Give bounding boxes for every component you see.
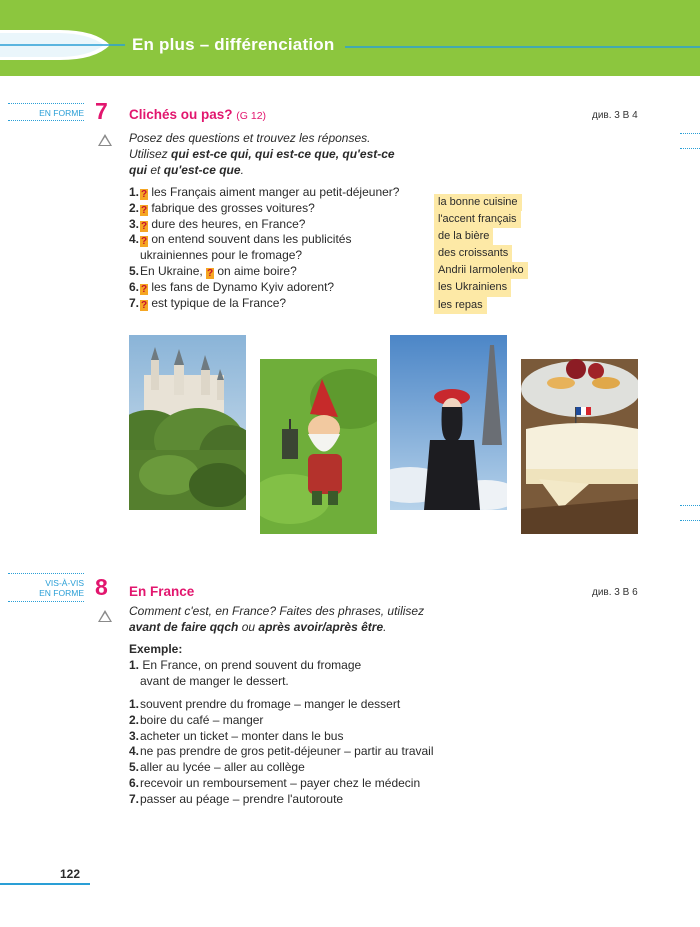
eiffel-tower-woman-photo — [390, 335, 507, 510]
dotted-rule — [8, 573, 84, 574]
example-label: Exemple: — [129, 642, 183, 656]
banner-decoration — [0, 0, 700, 76]
vocab-item: des croissants — [434, 245, 512, 262]
vocab-item: de la bière — [434, 228, 493, 245]
dotted-rule — [680, 520, 700, 521]
difficulty-triangle-icon — [98, 610, 112, 622]
section-label-en-forme: EN FORME — [39, 108, 84, 118]
vocab-item: les Ukrainiens — [434, 279, 511, 296]
list-item: 1. souvent prendre du fromage – manger le dessert — [129, 697, 401, 711]
section-label-en-forme: EN FORME — [39, 588, 84, 598]
dotted-rule — [8, 601, 84, 602]
question-mark-icon: ? — [140, 299, 148, 311]
example-line: 1. En France, on prend souvent du fromage — [129, 657, 362, 672]
instruction-line: Comment c'est, en France? Faites des phrases, utilisez — [129, 604, 425, 618]
vocab-item: l'accent français — [434, 211, 521, 228]
question-list — [129, 185, 429, 311]
list-item: 4. ne pas prendre de gros petit-déjeuner – partir au travail — [129, 744, 434, 759]
exercise-number: 7 — [95, 98, 108, 124]
workbook-reference: див. 3 В 6 — [592, 587, 638, 598]
question-mark-icon: ? — [140, 283, 148, 295]
instruction-line: qui et qu'est-ce que. — [129, 163, 244, 177]
vocab-item: Andrii Iarmolenko — [434, 262, 528, 279]
exercise-title-text: Clichés ou pas? — [129, 107, 233, 122]
prompt-list — [129, 697, 509, 808]
example-line: avant de manger le dessert. — [140, 673, 289, 688]
dotted-rule — [680, 133, 700, 134]
question-mark-icon: ? — [140, 189, 148, 200]
list-item: 6. ? les fans de Dynamo Kyiv adorent? — [129, 279, 335, 295]
instruction-line: Utilisez qui est-ce qui, qui est-ce que, qu'est-ce — [129, 147, 395, 161]
page-title: En plus – différenciation — [132, 35, 335, 54]
vocab-item: la bonne cuisine — [434, 194, 522, 211]
vocabulary-box — [434, 194, 528, 314]
difficulty-triangle-icon — [98, 134, 112, 146]
list-item: 5. En Ukraine, ? on aime boire? — [129, 263, 297, 279]
castle-photo — [129, 335, 246, 510]
dotted-rule — [8, 103, 84, 104]
exercise-number: 8 — [95, 574, 108, 600]
list-item: 4. ? on entend souvent dans les publicités ukrainiennes pour le fromage? — [129, 232, 352, 263]
cheese-photo — [521, 359, 638, 534]
grammar-reference: (G 12) — [236, 110, 267, 122]
dotted-rule — [680, 148, 700, 149]
exercise-title — [129, 107, 266, 122]
dotted-rule — [680, 505, 700, 506]
list-item: 1. ? les Français aiment manger au petit-déjeuner? — [129, 185, 400, 200]
exercise-instruction — [129, 130, 459, 178]
header-banner — [0, 0, 700, 76]
question-mark-icon: ? — [140, 204, 148, 216]
dotted-rule — [8, 120, 84, 121]
question-mark-icon: ? — [206, 267, 214, 279]
list-item: 5. aller au lycée – aller au collège — [129, 760, 305, 775]
instruction-line: avant de faire qqch ou après avoir/après être. — [129, 620, 387, 634]
footer-rule — [0, 883, 90, 885]
list-item: 3. acheter un ticket – monter dans le bus — [129, 728, 344, 743]
workbook-reference: див. 3 В 4 — [592, 110, 638, 121]
list-item: 7. ? est typique de la France? — [129, 295, 287, 311]
list-item: 3. ? dure des heures, en France? — [129, 216, 306, 232]
section-label-vis-a-vis: VIS-À-VIS — [45, 578, 84, 588]
exercise-title: En France — [129, 584, 195, 599]
question-mark-icon: ? — [140, 220, 148, 232]
vocab-item: les repas — [434, 297, 487, 314]
list-item: 7. passer au péage – prendre l'autoroute — [129, 791, 344, 806]
exercise-instruction — [129, 603, 459, 635]
list-item: 2. boire du café – manger — [129, 712, 264, 727]
instruction-line: Posez des questions et trouvez les réponses. — [129, 131, 371, 145]
page-number: 122 — [60, 867, 81, 881]
example-block — [129, 642, 361, 689]
question-mark-icon: ? — [140, 236, 148, 248]
garden-gnome-photo — [260, 359, 377, 534]
list-item: 6. recevoir un remboursement – payer chez le médecin — [129, 775, 421, 790]
list-item: 2. ? fabrique des grosses voitures? — [129, 200, 315, 216]
